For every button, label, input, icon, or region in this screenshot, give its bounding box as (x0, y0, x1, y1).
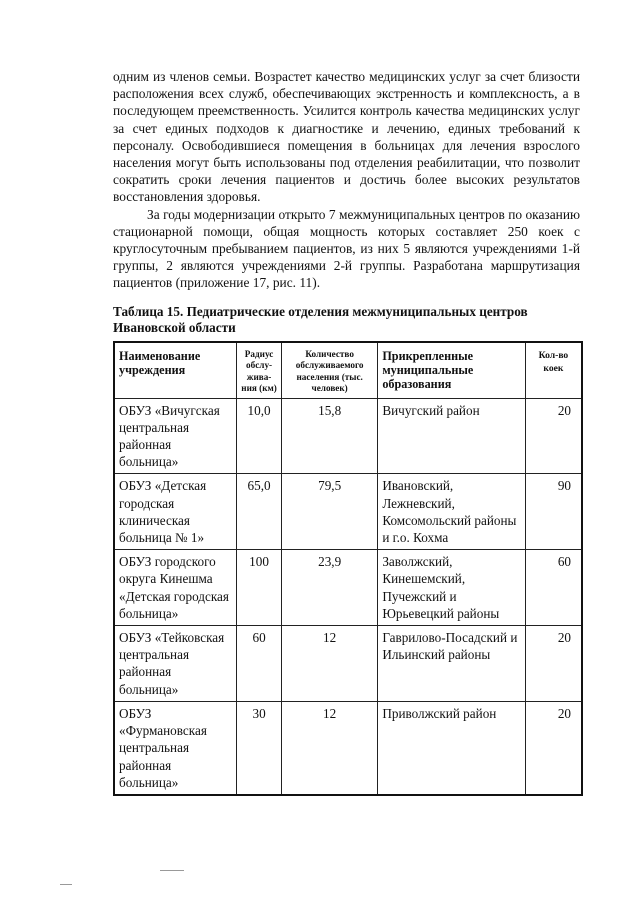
cell-radius: 10,0 (237, 398, 282, 474)
table-row (114, 626, 582, 702)
cell-radius: 65,0 (237, 474, 282, 550)
cell-radius: 30 (237, 701, 282, 795)
cell-radius: 60 (237, 626, 282, 702)
cell-municipalities: Приволжский район (378, 701, 526, 795)
cell-beds: 20 (525, 701, 582, 795)
document-page (113, 68, 580, 796)
cell-population: 23,9 (281, 550, 377, 626)
cell-name: ОБУЗ городского округа Кинешма «Детская городская больница» (114, 550, 237, 626)
cell-name: ОБУЗ «Фурмановская центральная районная больница» (114, 701, 237, 795)
scan-mark (160, 870, 184, 871)
table-row (114, 474, 582, 550)
cell-population: 79,5 (281, 474, 377, 550)
cell-population: 12 (281, 701, 377, 795)
table-header-row (114, 342, 582, 399)
body-paragraph-2: За годы модернизации открыто 7 межмуниципальных центров по оказанию стационарной помощи, общая мощность которых составляет 250 коек с круглосуточным пребыванием пациентов, из них 5 являются учреждениями 1-й группы, 2 являются учреждениями 2-й группы. Разработана маршрутизация пациентов (приложение 17, рис. 11). (113, 206, 580, 291)
table-row (114, 398, 582, 474)
cell-name: ОБУЗ «Вичугская центральная районная больница» (114, 398, 237, 474)
cell-municipalities: Гаврилово-Посадский и Ильинский районы (378, 626, 526, 702)
body-paragraph-1: одним из членов семьи. Возрастет качество медицинских услуг за счет близости расположения всех служб, обеспечивающих экстренность и комплексность, а в последующем преемственность. Усилится контроль качества медицинских услуг за счет единых подходов к диагностике и лечению, единых требований к персоналу. Освободившиеся помещения в больницах для лечения взрослого населения могут быть использованы под отделения реабилитации, что позволит сократить сроки лечения пациентов и достичь более высоких результатов восстановления здоровья. (113, 69, 580, 205)
cell-population: 15,8 (281, 398, 377, 474)
cell-beds: 60 (525, 550, 582, 626)
cell-name: ОБУЗ «Тейковская центральная районная больница» (114, 626, 237, 702)
header-municipalities: Прикрепленные муниципальные образования (378, 342, 526, 399)
header-name: Наименование учреждения (114, 342, 237, 399)
table-row (114, 550, 582, 626)
cell-beds: 90 (525, 474, 582, 550)
pediatric-departments-table (113, 341, 583, 796)
cell-beds: 20 (525, 398, 582, 474)
cell-name: ОБУЗ «Детская городская клиническая больница № 1» (114, 474, 237, 550)
cell-municipalities: Заволжский, Кинешемский, Пучежский и Юрьевецкий районы (378, 550, 526, 626)
header-beds: Кол-во коек (525, 342, 582, 399)
table-row (114, 701, 582, 795)
cell-municipalities: Ивановский, Лежневский, Комсомольский районы и г.о. Кохма (378, 474, 526, 550)
cell-population: 12 (281, 626, 377, 702)
cell-beds: 20 (525, 626, 582, 702)
cell-municipalities: Вичугский район (378, 398, 526, 474)
header-population: Количество обслуживаемого населения (тыс. человек) (281, 342, 377, 399)
header-radius: Радиус обслу-жива-ния (км) (237, 342, 282, 399)
table-caption: Таблица 15. Педиатрические отделения межмуниципальных центров Ивановской области (113, 303, 528, 336)
scan-mark (60, 884, 72, 885)
cell-radius: 100 (237, 550, 282, 626)
